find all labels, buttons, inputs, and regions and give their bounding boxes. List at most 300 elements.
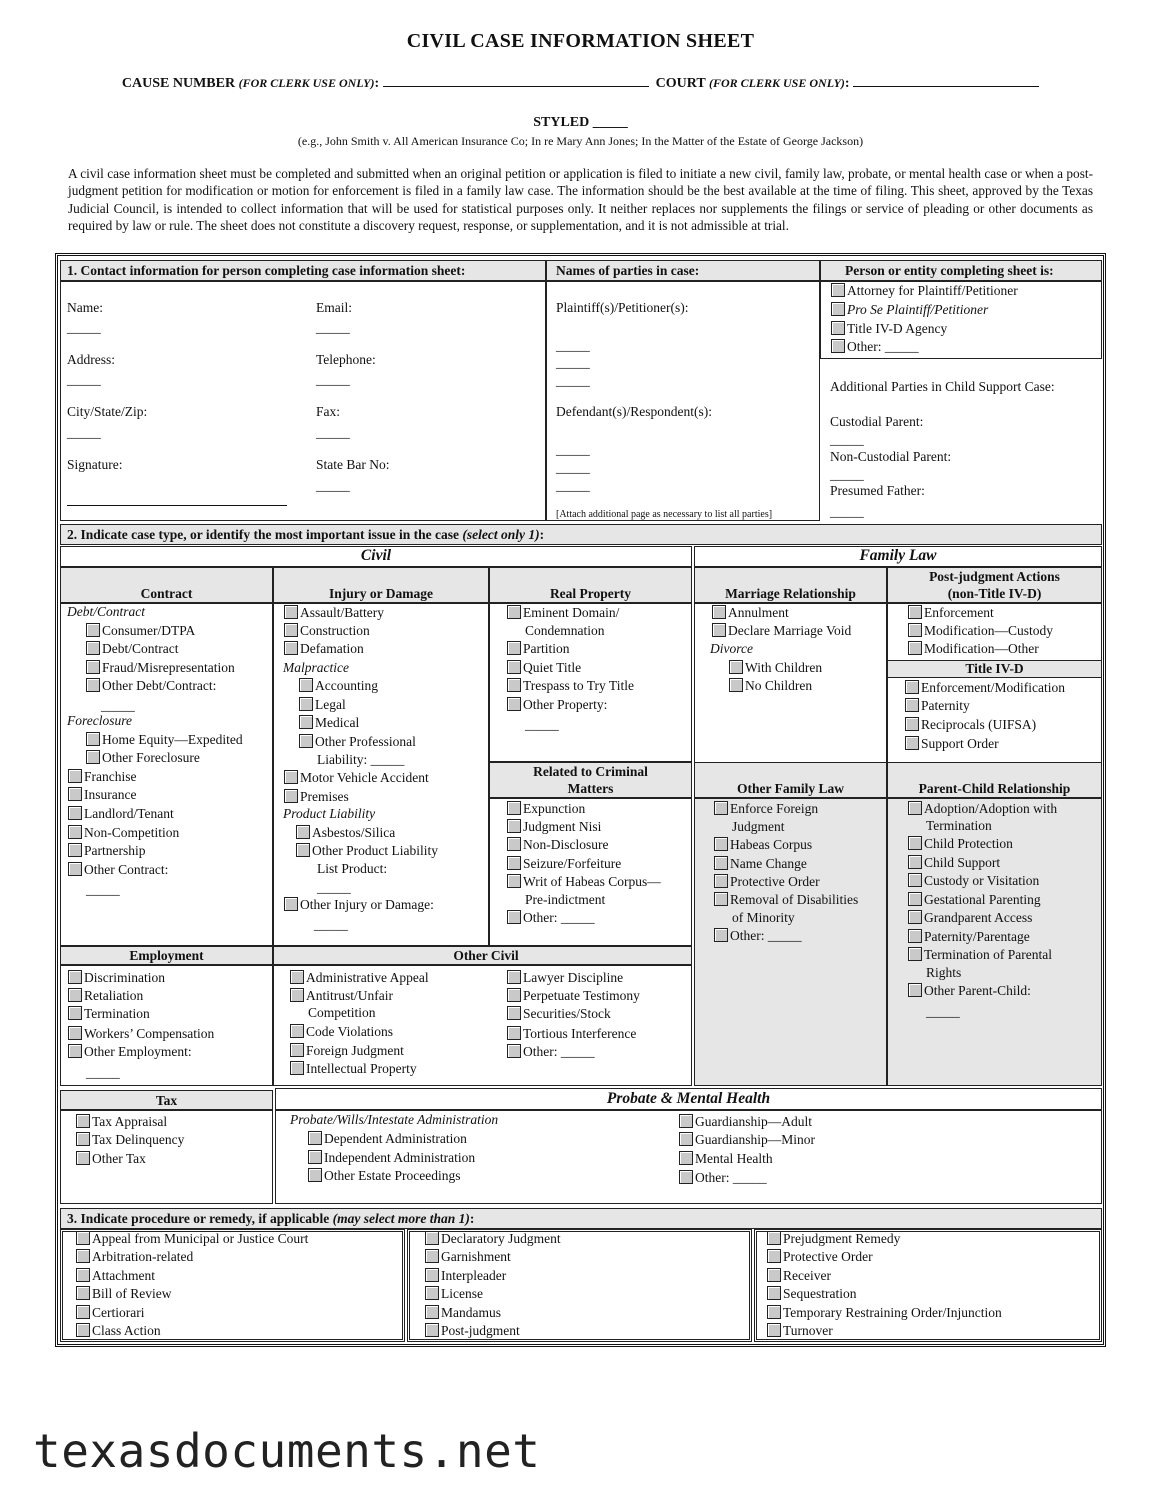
pcr-heading: Parent-Child Relationship <box>918 781 1071 796</box>
case-type-other-parent-child[interactable]: Other Parent-Child: <box>908 983 1031 999</box>
checkbox[interactable] <box>908 623 922 637</box>
enforce-foreign-judgment-label: Judgment <box>732 819 785 834</box>
case-type-child-support[interactable]: Child Support <box>908 855 1000 871</box>
checkbox[interactable] <box>908 892 922 906</box>
case-type-insurance[interactable]: Insurance <box>68 787 136 803</box>
case-type-othercivil-other[interactable]: Other: _____ <box>507 1044 595 1060</box>
case-type-writ-habeas[interactable]: Writ of Habeas Corpus— <box>507 874 661 890</box>
custodial-label: Custodial Parent: <box>830 414 924 429</box>
bar-label: State Bar No: <box>316 457 390 472</box>
case-type-tax-appraisal[interactable]: Tax Appraisal <box>76 1114 167 1130</box>
contract-heading: Contract <box>140 586 193 601</box>
fax-label: Fax: <box>316 404 341 419</box>
checkbox[interactable] <box>679 1151 693 1165</box>
other-property-field[interactable]: _____ <box>525 717 559 732</box>
checkbox[interactable] <box>68 1006 82 1020</box>
procedure-arbitration[interactable]: Arbitration-related <box>76 1249 193 1265</box>
noncustodial-field[interactable]: _____ <box>830 467 864 482</box>
checkbox[interactable] <box>908 801 922 815</box>
procedure-license[interactable]: License <box>425 1286 483 1302</box>
checkbox[interactable] <box>86 678 100 692</box>
styled-line: STYLED _____ <box>533 115 628 130</box>
checkbox[interactable] <box>908 873 922 887</box>
checkbox[interactable] <box>507 1026 521 1040</box>
defendant-field-2[interactable]: _____ <box>556 460 590 475</box>
checkbox[interactable] <box>905 736 919 750</box>
case-type-accounting[interactable]: Accounting <box>299 678 378 694</box>
case-type-admin-appeal[interactable]: Administrative Appeal <box>290 970 429 986</box>
form-title: CIVIL CASE INFORMATION SHEET <box>406 30 755 52</box>
case-type-other-professional[interactable]: Other Professional <box>299 734 416 750</box>
case-type-assault[interactable]: Assault/Battery <box>284 605 384 621</box>
checkbox[interactable] <box>714 801 728 815</box>
checkbox[interactable] <box>290 988 304 1002</box>
case-type-termination-rights[interactable]: Termination of Parental <box>908 947 1052 963</box>
post-heading-1: Post-judgment Actions <box>929 569 1060 584</box>
checkbox[interactable] <box>290 1061 304 1075</box>
checkbox[interactable] <box>296 825 310 839</box>
checkbox[interactable] <box>714 874 728 888</box>
checkbox[interactable] <box>86 641 100 655</box>
case-type-with-children[interactable]: With Children <box>729 660 822 676</box>
case-type-enforcement[interactable]: Enforcement <box>908 605 994 621</box>
marriage-heading: Marriage Relationship <box>725 586 856 601</box>
checkbox[interactable] <box>679 1170 693 1184</box>
checkbox[interactable] <box>76 1286 90 1300</box>
checkbox[interactable] <box>284 641 298 655</box>
custodial-field[interactable]: _____ <box>830 432 864 447</box>
case-type-gestational[interactable]: Gestational Parenting <box>908 892 1041 908</box>
plaintiff-field-1[interactable]: _____ <box>556 338 590 353</box>
case-type-termination[interactable]: Termination <box>68 1006 150 1022</box>
checkbox[interactable] <box>308 1131 322 1145</box>
case-type-custody[interactable]: Custody or Visitation <box>908 873 1039 889</box>
case-type-other-debt[interactable]: Other Debt/Contract: <box>86 678 216 694</box>
case-type-asbestos[interactable]: Asbestos/Silica <box>296 825 395 841</box>
checkbox[interactable] <box>507 819 521 833</box>
checkbox[interactable] <box>908 855 922 869</box>
checkbox[interactable] <box>68 787 82 801</box>
criminal-heading-1: Related to Criminal <box>533 764 648 779</box>
checkbox[interactable] <box>308 1150 322 1164</box>
case-type-securities[interactable]: Securities/Stock <box>507 1006 611 1022</box>
case-type-independent-admin[interactable]: Independent Administration <box>308 1150 475 1166</box>
additional-parties-label: Additional Parties in Child Support Case: <box>830 379 1055 394</box>
case-type-judgment-nisi[interactable]: Judgment Nisi <box>507 819 601 835</box>
case-type-antitrust[interactable]: Antitrust/Unfair <box>290 988 393 1004</box>
checkbox[interactable] <box>76 1249 90 1263</box>
checkbox[interactable] <box>425 1286 439 1300</box>
checkbox[interactable] <box>507 605 521 619</box>
case-type-guardianship-adult[interactable]: Guardianship—Adult <box>679 1114 812 1130</box>
checkbox[interactable] <box>767 1268 781 1282</box>
divorce-label: Divorce <box>710 641 753 656</box>
presumed-label: Presumed Father: <box>830 483 925 498</box>
fax-field[interactable]: _____ <box>316 425 350 440</box>
competition-label: Competition <box>308 1005 376 1020</box>
case-type-lawyer-discipline[interactable]: Lawyer Discipline <box>507 970 623 986</box>
title-ivd-heading: Title IV-D <box>965 661 1024 676</box>
case-type-retaliation[interactable]: Retaliation <box>68 988 143 1004</box>
case-type-non-disclosure[interactable]: Non-Disclosure <box>507 837 608 853</box>
case-type-ivd-paternity[interactable]: Paternity <box>905 698 970 714</box>
name-field[interactable]: _____ <box>67 320 101 335</box>
signature-field[interactable] <box>67 505 287 506</box>
person-option-other[interactable]: Other: _____ <box>831 339 919 355</box>
checkbox[interactable] <box>76 1268 90 1282</box>
bar-field[interactable]: _____ <box>316 478 350 493</box>
checkbox[interactable] <box>425 1231 439 1245</box>
procedure-post-judgment[interactable]: Post-judgment <box>425 1323 520 1339</box>
checkbox[interactable] <box>308 1168 322 1182</box>
case-type-paternity-parentage[interactable]: Paternity/Parentage <box>908 929 1030 945</box>
checkbox[interactable] <box>68 825 82 839</box>
address-field[interactable]: _____ <box>67 372 101 387</box>
case-type-expunction[interactable]: Expunction <box>507 801 585 817</box>
rights-label: Rights <box>926 965 962 980</box>
case-type-medical[interactable]: Medical <box>299 715 359 731</box>
checkbox[interactable] <box>679 1132 693 1146</box>
checkbox[interactable] <box>908 836 922 850</box>
noncustodial-label: Non-Custodial Parent: <box>830 449 952 464</box>
case-type-dependent-admin[interactable]: Dependent Administration <box>308 1131 467 1147</box>
checkbox[interactable] <box>68 806 82 820</box>
checkbox[interactable] <box>76 1231 90 1245</box>
watermark-text: texasdocuments.net <box>33 1424 541 1478</box>
checkbox[interactable] <box>86 732 100 746</box>
procedure-appeal[interactable]: Appeal from Municipal or Justice Court <box>76 1231 308 1247</box>
case-type-no-children[interactable]: No Children <box>729 678 812 694</box>
procedure-declaratory[interactable]: Declaratory Judgment <box>425 1231 561 1247</box>
checkbox[interactable] <box>767 1249 781 1263</box>
checkbox[interactable] <box>76 1323 90 1337</box>
case-type-reciprocals[interactable]: Reciprocals (UIFSA) <box>905 717 1036 733</box>
checkbox[interactable] <box>425 1323 439 1337</box>
case-type-protective-order[interactable]: Protective Order <box>714 874 820 890</box>
other-debt-field[interactable]: _____ <box>101 698 135 713</box>
case-type-non-competition[interactable]: Non-Competition <box>68 825 179 841</box>
checkbox[interactable] <box>284 605 298 619</box>
of-minority-label: of Minority <box>732 910 795 925</box>
tax-heading: Tax <box>155 1093 178 1108</box>
probate-wills-label: Probate/Wills/Intestate Administration <box>290 1112 499 1127</box>
checkbox[interactable] <box>86 623 100 637</box>
checkbox[interactable] <box>714 856 728 870</box>
city-label: City/State/Zip: <box>67 404 148 419</box>
case-type-other-injury[interactable]: Other Injury or Damage: <box>284 897 434 913</box>
case-type-trespass[interactable]: Trespass to Try Title <box>507 678 634 694</box>
city-field[interactable]: _____ <box>67 425 101 440</box>
case-type-enforce-foreign[interactable]: Enforce Foreign <box>714 801 818 817</box>
checkbox[interactable] <box>299 678 313 692</box>
styled-field[interactable]: _____ <box>592 115 628 130</box>
checkbox[interactable] <box>908 641 922 655</box>
case-type-grandparent[interactable]: Grandparent Access <box>908 910 1032 926</box>
person-option-prose[interactable]: Pro Se Plaintiff/Petitioner <box>831 302 988 318</box>
procedure-protective-order[interactable]: Protective Order <box>767 1249 873 1265</box>
case-type-workers-comp[interactable]: Workers’ Compensation <box>68 1026 214 1042</box>
checkbox[interactable] <box>507 697 521 711</box>
checkbox[interactable] <box>679 1114 693 1128</box>
case-type-partnership[interactable]: Partnership <box>68 843 146 859</box>
person-option-attorney[interactable]: Attorney for Plaintiff/Petitioner <box>831 283 1018 299</box>
checkbox[interactable] <box>68 988 82 1002</box>
case-type-consumer[interactable]: Consumer/DTPA <box>86 623 195 639</box>
checkbox[interactable] <box>767 1286 781 1300</box>
email-field[interactable]: _____ <box>316 320 350 335</box>
othercivil-heading: Other Civil <box>453 948 519 963</box>
professional-liability-field[interactable]: Liability: _____ <box>317 752 405 767</box>
plaintiff-field-2[interactable]: _____ <box>556 355 590 370</box>
checkbox[interactable] <box>767 1305 781 1319</box>
case-type-mod-other[interactable]: Modification—Other <box>908 641 1039 657</box>
case-type-partition[interactable]: Partition <box>507 641 570 657</box>
checkbox[interactable] <box>68 769 82 783</box>
case-type-mental-health[interactable]: Mental Health <box>679 1151 773 1167</box>
checkbox[interactable] <box>296 843 310 857</box>
checkbox[interactable] <box>507 856 521 870</box>
case-type-other-product[interactable]: Other Product Liability <box>296 843 438 859</box>
cause-line: CAUSE NUMBER (FOR CLERK USE ONLY): COURT (FOR CLERK USE ONLY): <box>0 76 1161 92</box>
checkbox[interactable] <box>76 1114 90 1128</box>
case-type-other-property[interactable]: Other Property: <box>507 697 607 713</box>
case-type-other-contract[interactable]: Other Contract: <box>68 862 168 878</box>
checkbox[interactable] <box>425 1268 439 1282</box>
checkbox[interactable] <box>290 1024 304 1038</box>
real-heading: Real Property <box>549 586 632 601</box>
checkbox[interactable] <box>68 1026 82 1040</box>
checkbox[interactable] <box>68 970 82 984</box>
case-type-other-employment[interactable]: Other Employment: <box>68 1044 192 1060</box>
checkbox[interactable] <box>714 892 728 906</box>
person-heading: Person or entity completing sheet is: <box>845 263 1054 278</box>
form-frame <box>55 253 1106 1347</box>
checkbox[interactable] <box>68 1044 82 1058</box>
checkbox[interactable] <box>767 1323 781 1337</box>
procedure-turnover[interactable]: Turnover <box>767 1323 833 1339</box>
checkbox[interactable] <box>76 1132 90 1146</box>
checkbox[interactable] <box>284 623 298 637</box>
checkbox[interactable] <box>729 678 743 692</box>
signature-label: Signature: <box>67 457 123 472</box>
contact-box <box>60 281 546 521</box>
case-type-child-protection[interactable]: Child Protection <box>908 836 1013 852</box>
case-type-tortious[interactable]: Tortious Interference <box>507 1026 636 1042</box>
case-type-family-other[interactable]: Other: _____ <box>714 928 802 944</box>
checkbox[interactable] <box>299 697 313 711</box>
case-type-eminent-domain[interactable]: Eminent Domain/ <box>507 605 619 621</box>
employment-heading: Employment <box>129 948 204 963</box>
checkbox[interactable] <box>290 1043 304 1057</box>
s2-heading: 2. Indicate case type, or identify the most important issue in the case (select only 1): <box>67 527 545 542</box>
procedure-mandamus[interactable]: Mandamus <box>425 1305 501 1321</box>
case-type-landlord[interactable]: Landlord/Tenant <box>68 806 174 822</box>
other-parent-child-field[interactable]: _____ <box>926 1004 960 1019</box>
styled-example: (e.g., John Smith v. All American Insurance Co; In re Mary Ann Jones; In the Matter of the Estate of George Jackson) <box>297 134 864 148</box>
checkbox[interactable] <box>712 605 726 619</box>
parties-heading: Names of parties in case: <box>556 263 700 278</box>
case-type-removal-disabilities[interactable]: Removal of Disabilities <box>714 892 858 908</box>
case-type-seizure[interactable]: Seizure/Forfeiture <box>507 856 621 872</box>
checkbox[interactable] <box>290 970 304 984</box>
s3-heading: 3. Indicate procedure or remedy, if applicable (may select more than 1): <box>67 1211 475 1226</box>
checkbox[interactable] <box>68 862 82 876</box>
checkbox[interactable] <box>507 801 521 815</box>
checkbox[interactable] <box>76 1305 90 1319</box>
checkbox[interactable] <box>299 715 313 729</box>
case-type-motor-vehicle[interactable]: Motor Vehicle Accident <box>284 770 429 786</box>
intro-paragraph: A civil case information sheet must be completed and submitted when an original petition or application is filed to initiate a new civil, family law, probate, or mental health case or when a post-judgment petition for modification or motion for enforcement is filed in a family law case. The information should be the best available at the time of filing. This sheet, approved by the Texas Judicial Council, is intended to collect information that will be used for statistical purposes only. It neither replaces nor supplements the filings or service of pleading or other documents as required by law or rule. The sheet does not constitute a discovery request, response, or supplementation, and it is not admissible at trial. <box>68 166 1093 234</box>
checkbox[interactable] <box>905 698 919 712</box>
checkbox[interactable] <box>507 970 521 984</box>
checkbox[interactable] <box>425 1305 439 1319</box>
checkbox[interactable] <box>299 734 313 748</box>
case-type-foreign-judgment[interactable]: Foreign Judgment <box>290 1043 404 1059</box>
checkbox[interactable] <box>86 750 100 764</box>
checkbox[interactable] <box>507 874 521 888</box>
procedure-tro[interactable]: Temporary Restraining Order/Injunction <box>767 1305 1002 1321</box>
defendant-field-3[interactable]: _____ <box>556 478 590 493</box>
telephone-field[interactable]: _____ <box>316 372 350 387</box>
procedure-certiorari[interactable]: Certiorari <box>76 1305 144 1321</box>
procedure-sequestration[interactable]: Sequestration <box>767 1286 857 1302</box>
procedure-prejudgment[interactable]: Prejudgment Remedy <box>767 1231 900 1247</box>
checkbox[interactable] <box>729 660 743 674</box>
checkbox[interactable] <box>831 321 845 335</box>
condemnation-label: Condemnation <box>525 623 605 638</box>
checkbox[interactable] <box>507 910 521 924</box>
procedure-bill-of-review[interactable]: Bill of Review <box>76 1286 172 1302</box>
plaintiff-field-3[interactable]: _____ <box>556 373 590 388</box>
case-type-other-estate[interactable]: Other Estate Proceedings <box>308 1168 460 1184</box>
case-type-habeas[interactable]: Habeas Corpus <box>714 837 812 853</box>
checkbox[interactable] <box>507 837 521 851</box>
address-label: Address: <box>67 352 115 367</box>
procedure-receiver[interactable]: Receiver <box>767 1268 831 1284</box>
case-type-probate-other[interactable]: Other: _____ <box>679 1170 767 1186</box>
case-type-ivd-enforcement[interactable]: Enforcement/Modification <box>905 680 1065 696</box>
checkbox[interactable] <box>507 641 521 655</box>
case-type-code-violations[interactable]: Code Violations <box>290 1024 393 1040</box>
checkbox[interactable] <box>905 717 919 731</box>
procedure-interpleader[interactable]: Interpleader <box>425 1268 506 1284</box>
procedure-attachment[interactable]: Attachment <box>76 1268 155 1284</box>
case-type-other-tax[interactable]: Other Tax <box>76 1151 146 1167</box>
checkbox[interactable] <box>908 947 922 961</box>
case-type-defamation[interactable]: Defamation <box>284 641 364 657</box>
criminal-heading-2: Matters <box>567 781 614 796</box>
injury-heading: Injury or Damage <box>329 586 433 601</box>
adoption-termination-label: Termination <box>926 818 992 833</box>
email-label: Email: <box>316 300 352 315</box>
name-label: Name: <box>67 300 103 315</box>
checkbox[interactable] <box>507 1044 521 1058</box>
pre-indictment-label: Pre-indictment <box>525 892 606 907</box>
case-type-declare-void[interactable]: Declare Marriage Void <box>712 623 851 639</box>
case-type-name-change[interactable]: Name Change <box>714 856 807 872</box>
checkbox[interactable] <box>908 910 922 924</box>
checkbox[interactable] <box>908 929 922 943</box>
foreclosure-label: Foreclosure <box>67 713 132 728</box>
product-liability-label: Product Liability <box>283 806 376 821</box>
checkbox[interactable] <box>507 660 521 674</box>
checkbox[interactable] <box>908 605 922 619</box>
case-type-other-foreclosure[interactable]: Other Foreclosure <box>86 750 200 766</box>
checkbox[interactable] <box>284 897 298 911</box>
case-type-perpetuate[interactable]: Perpetuate Testimony <box>507 988 640 1004</box>
family-title: Family Law <box>859 547 937 564</box>
checkbox[interactable] <box>68 843 82 857</box>
post-heading-2: (non-Title IV-D) <box>947 586 1042 601</box>
ofl-heading: Other Family Law <box>737 781 844 796</box>
checkbox[interactable] <box>507 1006 521 1020</box>
case-type-franchise[interactable]: Franchise <box>68 769 136 785</box>
other-employment-field[interactable]: _____ <box>86 1065 120 1080</box>
procedure-garnishment[interactable]: Garnishment <box>425 1249 511 1265</box>
case-type-legal[interactable]: Legal <box>299 697 346 713</box>
checkbox[interactable] <box>831 339 845 353</box>
case-type-home-equity[interactable]: Home Equity—Expedited <box>86 732 243 748</box>
other-contract-field[interactable]: _____ <box>86 882 120 897</box>
checkbox[interactable] <box>714 837 728 851</box>
checkbox[interactable] <box>425 1249 439 1263</box>
attach-note: [Attach additional page as necessary to list all parties] <box>556 509 773 520</box>
checkbox[interactable] <box>905 680 919 694</box>
debt-contract-label: Debt/Contract <box>67 604 145 619</box>
defendant-field-1[interactable]: _____ <box>556 442 590 457</box>
case-type-support-order[interactable]: Support Order <box>905 736 999 752</box>
checkbox[interactable] <box>831 283 845 297</box>
case-type-tax-delinquency[interactable]: Tax Delinquency <box>76 1132 184 1148</box>
case-type-debt[interactable]: Debt/Contract <box>86 641 178 657</box>
procedure-class-action[interactable]: Class Action <box>76 1323 161 1339</box>
case-type-mod-custody[interactable]: Modification—Custody <box>908 623 1053 639</box>
probate-title: Probate & Mental Health <box>606 1090 771 1107</box>
checkbox[interactable] <box>284 789 298 803</box>
civil-title: Civil <box>360 547 392 564</box>
presumed-field[interactable]: _____ <box>830 504 864 519</box>
checkbox[interactable] <box>908 983 922 997</box>
case-type-ip[interactable]: Intellectual Property <box>290 1061 417 1077</box>
checkbox[interactable] <box>831 302 845 316</box>
case-type-construction[interactable]: Construction <box>284 623 370 639</box>
malpractice-label: Malpractice <box>283 660 349 675</box>
list-product-label: List Product: <box>317 861 388 876</box>
checkbox[interactable] <box>507 988 521 1002</box>
defendant-label: Defendant(s)/Respondent(s): <box>556 404 712 419</box>
case-type-guardianship-minor[interactable]: Guardianship—Minor <box>679 1132 815 1148</box>
case-type-premises[interactable]: Premises <box>284 789 349 805</box>
checkbox[interactable] <box>767 1231 781 1245</box>
case-type-fraud[interactable]: Fraud/Misrepresentation <box>86 660 235 676</box>
plaintiff-label: Plaintiff(s)/Petitioner(s): <box>556 300 689 315</box>
case-type-annulment[interactable]: Annulment <box>712 605 789 621</box>
case-type-discrimination[interactable]: Discrimination <box>68 970 165 986</box>
checkbox[interactable] <box>712 623 726 637</box>
person-option-title-ivd[interactable]: Title IV-D Agency <box>831 321 947 337</box>
case-type-criminal-other[interactable]: Other: _____ <box>507 910 595 926</box>
s1-heading: 1. Contact information for person completing case information sheet: <box>67 263 466 278</box>
list-product-field[interactable]: _____ <box>317 880 351 895</box>
checkbox[interactable] <box>86 660 100 674</box>
checkbox[interactable] <box>284 770 298 784</box>
other-injury-field[interactable]: _____ <box>314 917 348 932</box>
checkbox[interactable] <box>507 678 521 692</box>
case-type-adoption[interactable]: Adoption/Adoption with <box>908 801 1057 817</box>
checkbox[interactable] <box>76 1151 90 1165</box>
checkbox[interactable] <box>714 928 728 942</box>
case-type-quiet-title[interactable]: Quiet Title <box>507 660 581 676</box>
